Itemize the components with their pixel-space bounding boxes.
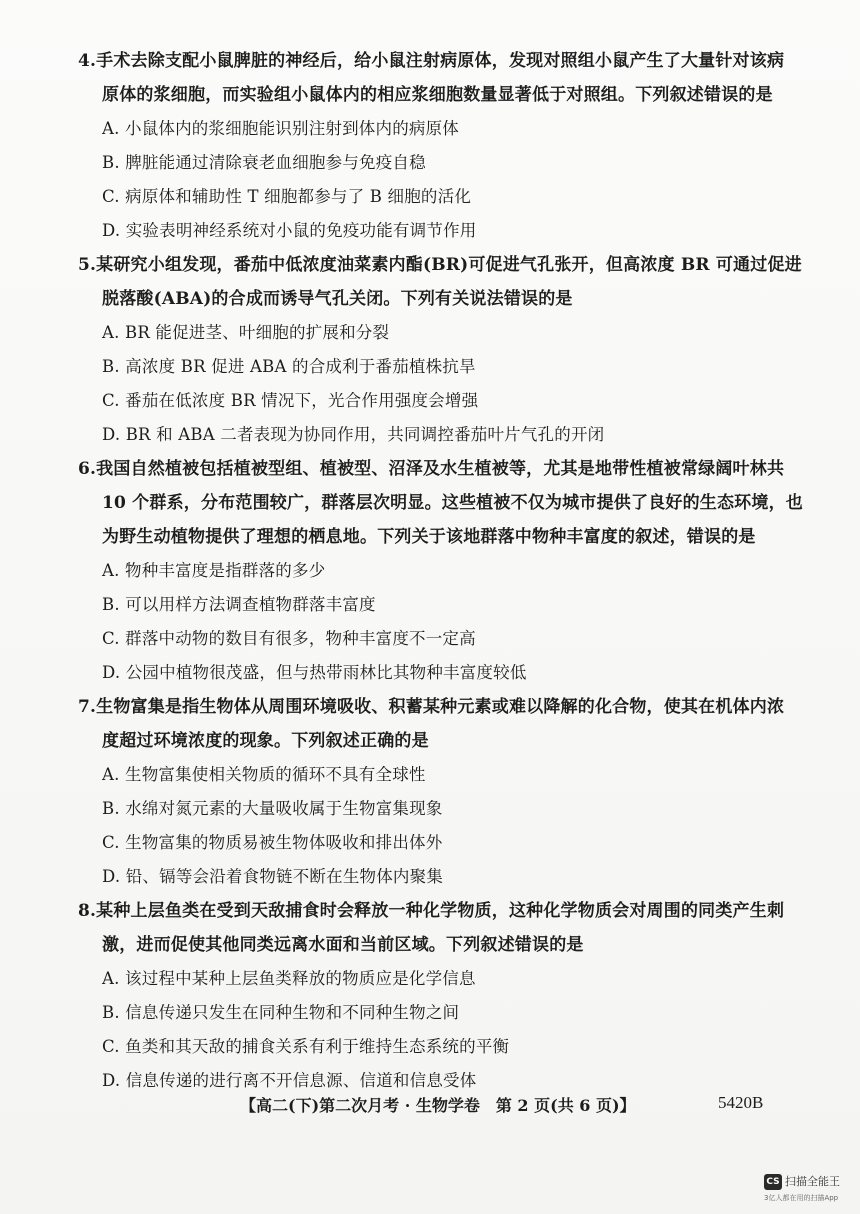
question-stem-line: 8.某种上层鱼类在受到天敌捕食时会释放一种化学物质，这种化学物质会对周围的同类产生刺 xyxy=(78,901,785,921)
question-stem-line: 6.我国自然植被包括植被型组、植被型、沼泽及水生植被等，尤其是地带性植被常绿阔叶林共 xyxy=(78,459,785,479)
option-d: D. 铅、镉等会沿着食物链不断在生物体内聚集 xyxy=(102,867,444,886)
question-stem-line: 为野生动植物提供了理想的栖息地。下列关于该地群落中物种丰富度的叙述，错误的是 xyxy=(102,527,756,547)
option-b: B. 可以用样方法调查植物群落丰富度 xyxy=(102,595,376,614)
option-b: B. 水绵对氮元素的大量吸收属于生物富集现象 xyxy=(102,799,443,818)
exam-info: 【高二(下)第二次月考 · 生物学卷 第 2 页(共 6 页)】 xyxy=(240,1096,636,1115)
option-b: B. 信息传递只发生在同种生物和不同种生物之间 xyxy=(102,1003,460,1022)
question-stem-line: 原体的浆细胞，而实验组小鼠体内的相应浆细胞数量显著低于对照组。下列叙述错误的是 xyxy=(102,85,773,105)
option-d: D. 信息传递的进行离不开信息源、信道和信息受体 xyxy=(102,1071,477,1090)
scanner-watermark xyxy=(760,1168,860,1208)
option-a: A. 生物富集使相关物质的循环不具有全球性 xyxy=(102,765,426,784)
paper-code: 5420B xyxy=(718,1093,764,1112)
question-4 xyxy=(78,44,785,248)
question-7 xyxy=(78,690,785,894)
option-a: A. 物种丰富度是指群落的多少 xyxy=(102,561,326,580)
question-stem-line: 7.生物富集是指生物体从周围环境吸收、积蓄某种元素或难以降解的化合物，使其在机体内浓 xyxy=(78,697,785,717)
option-d: D. 公园中植物很茂盛，但与热带雨林比其物种丰富度较低 xyxy=(102,663,527,682)
question-8 xyxy=(78,894,785,1098)
option-c: C. 番茄在低浓度 BR 情况下，光合作用强度会增强 xyxy=(102,391,479,410)
question-stem-line: 4.手术去除支配小鼠脾脏的神经后，给小鼠注射病原体，发现对照组小鼠产生了大量针对该病 xyxy=(78,51,785,71)
question-stem-line: 度超过环境浓度的现象。下列叙述正确的是 xyxy=(102,731,429,751)
question-stem-line: 脱落酸(ABA)的合成而诱导气孔关闭。下列有关说法错误的是 xyxy=(102,289,573,309)
option-a: A. BR 能促进茎、叶细胞的扩展和分裂 xyxy=(102,323,390,342)
question-stem-line: 10 个群系，分布范围较广，群落层次明显。这些植被不仅为城市提供了良好的生态环境，也 xyxy=(102,493,803,513)
option-d: D. BR 和 ABA 二者表现为协同作用，共同调控番茄叶片气孔的开闭 xyxy=(102,425,605,444)
option-d: D. 实验表明神经系统对小鼠的免疫功能有调节作用 xyxy=(102,221,477,240)
option-b: B. 高浓度 BR 促进 ABA 的合成利于番茄植株抗旱 xyxy=(102,357,476,376)
question-5 xyxy=(78,248,802,452)
option-b: B. 脾脏能通过清除衰老血细胞参与免疫自稳 xyxy=(102,153,426,172)
option-a: A. 小鼠体内的浆细胞能识别注射到体内的病原体 xyxy=(102,119,460,138)
option-c: C. 群落中动物的数目有很多，物种丰富度不一定高 xyxy=(102,629,476,648)
option-c: C. 鱼类和其天敌的捕食关系有利于维持生态系统的平衡 xyxy=(102,1037,510,1056)
watermark-name: 扫描全能王 xyxy=(785,1175,840,1188)
question-list xyxy=(78,44,803,1098)
camscanner-logo-icon: CS xyxy=(764,1174,782,1190)
option-c: C. 生物富集的物质易被生物体吸收和排出体外 xyxy=(102,833,443,852)
question-stem-line: 5.某研究小组发现，番茄中低浓度油菜素内酯(BR)可促进气孔张开，但高浓度 BR 可通过促进 xyxy=(78,255,802,275)
watermark-tagline: 3亿人都在用的扫描App xyxy=(764,1194,839,1202)
question-stem-line: 激，进而促使其他同类远离水面和当前区域。下列叙述错误的是 xyxy=(102,935,584,955)
question-6 xyxy=(78,452,803,690)
option-c: C. 病原体和辅助性 T 细胞都参与了 B 细胞的活化 xyxy=(102,187,472,206)
option-a: A. 该过程中某种上层鱼类释放的物质应是化学信息 xyxy=(102,969,476,988)
